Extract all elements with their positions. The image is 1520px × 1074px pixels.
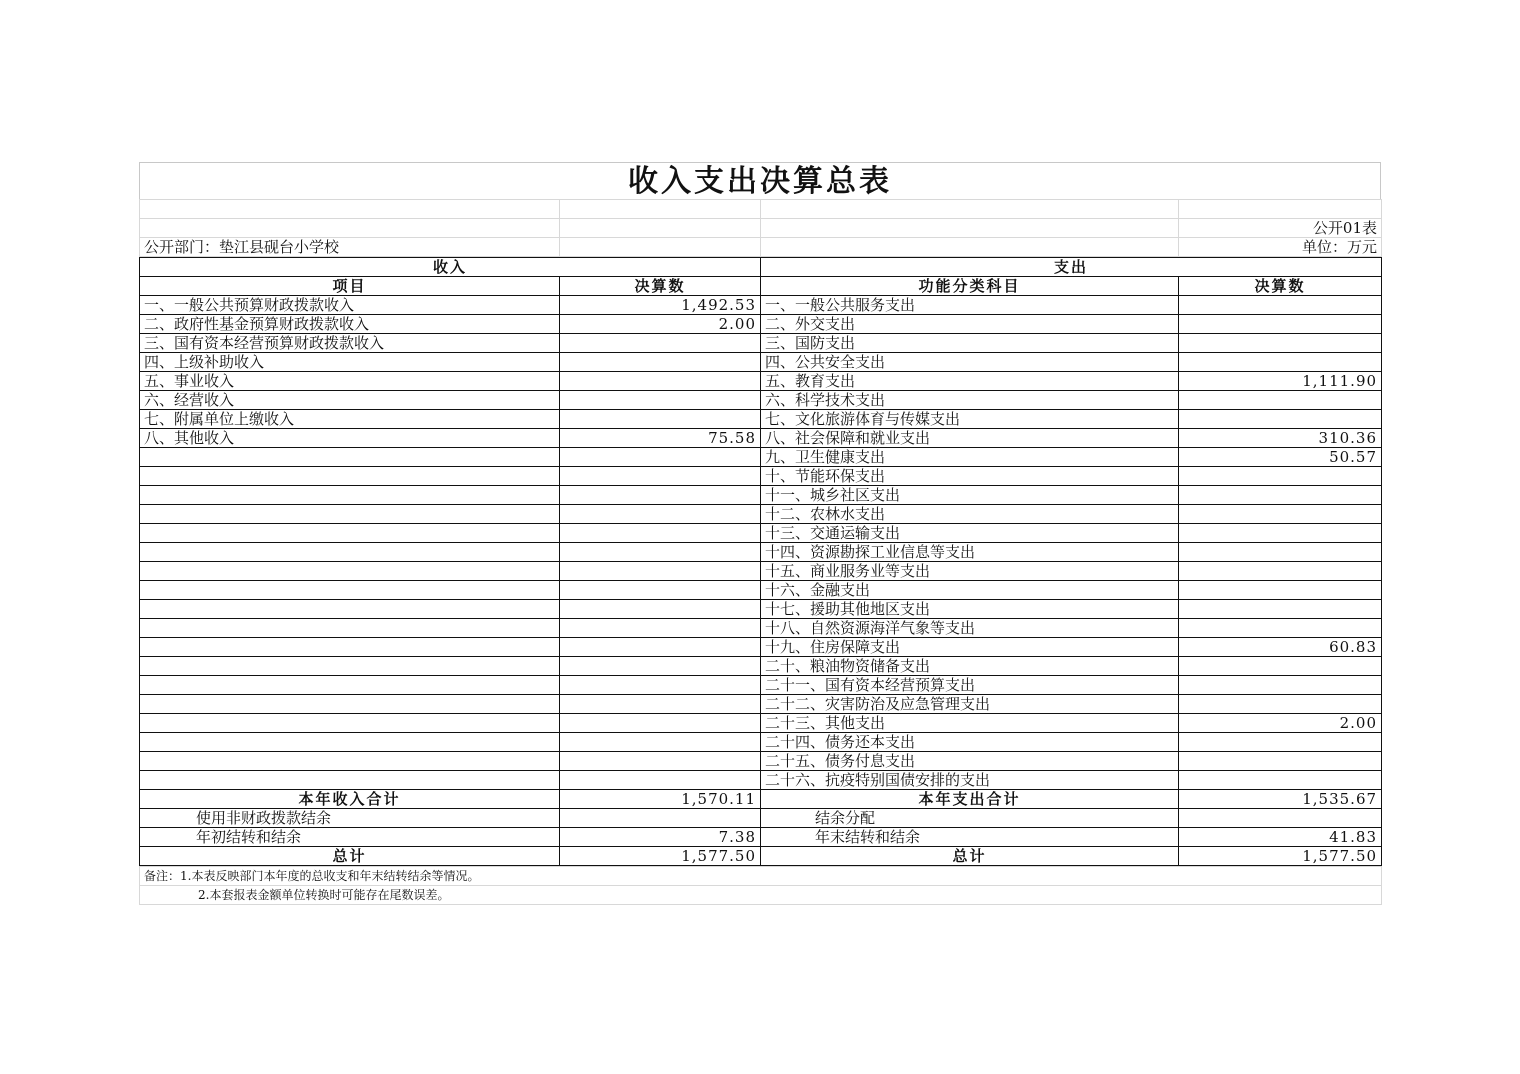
expense-item: 九、卫生健康支出 [761,448,1179,467]
table-row [140,600,1382,619]
expense-amount [1179,600,1382,619]
expense-total-label: 总计 [761,847,1179,866]
table-row [140,505,1382,524]
table-row [140,410,1382,429]
expense-item: 十七、援助其他地区支出 [761,600,1179,619]
note-1: 备注：1.本表反映部门本年度的总收支和年末结转结余等情况。 [140,867,1382,886]
table-row [140,638,1382,657]
opening-balance-amount: 7.38 [560,828,761,847]
income-item [140,600,560,619]
income-amount [560,752,761,771]
data-rows [140,296,1382,790]
expense-amount [1179,676,1382,695]
expense-item: 三、国防支出 [761,334,1179,353]
section-header-row [140,258,1382,277]
income-item [140,543,560,562]
table-row [140,448,1382,467]
income-amount: 2.00 [560,315,761,334]
expense-item: 十二、农林水支出 [761,505,1179,524]
non-fiscal-balance-label: 使用非财政拨款结余 [140,809,560,828]
expense-amount [1179,695,1382,714]
table-row [140,429,1382,448]
expense-amount [1179,296,1382,315]
income-amount [560,714,761,733]
table-row [140,315,1382,334]
table-row [140,486,1382,505]
income-item: 二、政府性基金预算财政拨款收入 [140,315,560,334]
income-item [140,657,560,676]
expense-amount [1179,334,1382,353]
expense-item: 十四、资源勘探工业信息等支出 [761,543,1179,562]
table-row [140,543,1382,562]
expense-item: 二十二、灾害防治及应急管理支出 [761,695,1179,714]
report-title: 收入支出决算总表 [139,162,1381,199]
expense-amount [1179,524,1382,543]
income-amount: 75.58 [560,429,761,448]
unit-label: 单位：万元 [1179,238,1382,257]
table-row [140,562,1382,581]
income-amount [560,638,761,657]
income-amount [560,505,761,524]
expense-item: 十一、城乡社区支出 [761,486,1179,505]
income-amount [560,676,761,695]
expense-item: 二十六、抗疫特别国债安排的支出 [761,771,1179,790]
income-item [140,676,560,695]
income-amount [560,771,761,790]
income-item: 六、经营收入 [140,391,560,410]
col-func: 功能分类科目 [761,277,1179,296]
table-row [140,733,1382,752]
income-amount [560,448,761,467]
expense-amount [1179,619,1382,638]
closing-balance-amount: 41.83 [1179,828,1382,847]
income-item: 一、一般公共预算财政拨款收入 [140,296,560,315]
non-fiscal-balance-amount [560,809,761,828]
income-item [140,505,560,524]
column-header-row [140,277,1382,296]
table-row [140,524,1382,543]
expense-item: 五、教育支出 [761,372,1179,391]
expense-item: 二、外交支出 [761,315,1179,334]
table-row [140,752,1382,771]
expense-amount [1179,505,1382,524]
income-header: 收入 [140,258,761,277]
income-amount [560,391,761,410]
income-amount [560,562,761,581]
budget-table [139,257,1382,866]
income-amount [560,372,761,391]
expense-amount [1179,581,1382,600]
table-row [140,391,1382,410]
header-info-table [139,199,1382,257]
expense-amount: 50.57 [1179,448,1382,467]
income-item [140,448,560,467]
expense-amount [1179,391,1382,410]
expense-item: 十九、住房保障支出 [761,638,1179,657]
expense-item: 二十、粮油物资储备支出 [761,657,1179,676]
expense-amount [1179,752,1382,771]
extra-row-1 [140,809,1382,828]
income-amount [560,657,761,676]
expense-item: 二十一、国有资本经营预算支出 [761,676,1179,695]
income-item [140,638,560,657]
table-row [140,657,1382,676]
extra-row-2 [140,828,1382,847]
expense-item: 七、文化旅游体育与传媒支出 [761,410,1179,429]
income-item [140,562,560,581]
income-item [140,695,560,714]
income-item [140,486,560,505]
expense-amount [1179,562,1382,581]
total-row [140,847,1382,866]
income-item [140,771,560,790]
table-row [140,714,1382,733]
income-item: 七、附属单位上缴收入 [140,410,560,429]
expense-subtotal-amount: 1,535.67 [1179,790,1382,809]
income-amount [560,524,761,543]
opening-balance-label: 年初结转和结余 [140,828,560,847]
expense-item: 十五、商业服务业等支出 [761,562,1179,581]
note-2: 2.本套报表金额单位转换时可能存在尾数误差。 [140,886,1382,905]
table-row [140,581,1382,600]
table-row [140,676,1382,695]
expense-amount: 60.83 [1179,638,1382,657]
col-amount2: 决算数 [1179,277,1382,296]
income-amount [560,486,761,505]
expense-item: 十、节能环保支出 [761,467,1179,486]
expense-item: 四、公共安全支出 [761,353,1179,372]
income-item [140,524,560,543]
table-row [140,695,1382,714]
closing-balance-label: 年末结转和结余 [761,828,1179,847]
income-item: 五、事业收入 [140,372,560,391]
income-item [140,714,560,733]
department-label: 公开部门：垫江县砚台小学校 [140,238,560,257]
income-item [140,581,560,600]
income-amount [560,353,761,372]
income-item [140,752,560,771]
expense-item: 二十三、其他支出 [761,714,1179,733]
expense-item: 十八、自然资源海洋气象等支出 [761,619,1179,638]
income-total-amount: 1,577.50 [560,847,761,866]
expense-amount [1179,315,1382,334]
expense-amount: 1,111.90 [1179,372,1382,391]
income-item: 八、其他收入 [140,429,560,448]
surplus-allocation-label: 结余分配 [761,809,1179,828]
income-amount: 1,492.53 [560,296,761,315]
expense-amount [1179,771,1382,790]
income-amount [560,600,761,619]
income-amount [560,695,761,714]
income-amount [560,581,761,600]
expense-item: 二十四、债务还本支出 [761,733,1179,752]
table-row [140,353,1382,372]
income-subtotal-amount: 1,570.11 [560,790,761,809]
table-row [140,296,1382,315]
income-amount [560,543,761,562]
expense-amount [1179,353,1382,372]
expense-item: 二十五、债务付息支出 [761,752,1179,771]
expense-subtotal-label: 本年支出合计 [761,790,1179,809]
income-total-label: 总计 [140,847,560,866]
expense-amount [1179,467,1382,486]
expense-amount [1179,486,1382,505]
table-row [140,619,1382,638]
expense-amount: 2.00 [1179,714,1382,733]
expense-amount [1179,733,1382,752]
expense-item: 六、科学技术支出 [761,391,1179,410]
income-item [140,733,560,752]
income-amount [560,467,761,486]
income-amount [560,334,761,353]
income-item [140,619,560,638]
expense-amount [1179,543,1382,562]
notes-table [139,866,1382,905]
income-item: 三、国有资本经营预算财政拨款收入 [140,334,560,353]
table-row [140,372,1382,391]
surplus-allocation-amount [1179,809,1382,828]
table-row [140,467,1382,486]
col-amount: 决算数 [560,277,761,296]
subtotal-row [140,790,1382,809]
income-amount [560,410,761,429]
expense-item: 十六、金融支出 [761,581,1179,600]
income-amount [560,733,761,752]
expense-amount [1179,657,1382,676]
form-number: 公开01表 [1179,219,1382,238]
expense-item: 八、社会保障和就业支出 [761,429,1179,448]
table-row [140,334,1382,353]
expense-header: 支出 [761,258,1382,277]
expense-amount: 310.36 [1179,429,1382,448]
col-item: 项目 [140,277,560,296]
expense-total-amount: 1,577.50 [1179,847,1382,866]
income-item: 四、上级补助收入 [140,353,560,372]
income-amount [560,619,761,638]
expense-amount [1179,410,1382,429]
income-subtotal-label: 本年收入合计 [140,790,560,809]
expense-item: 一、一般公共服务支出 [761,296,1179,315]
expense-item: 十三、交通运输支出 [761,524,1179,543]
table-row [140,771,1382,790]
report-sheet [139,162,1381,905]
income-item [140,467,560,486]
